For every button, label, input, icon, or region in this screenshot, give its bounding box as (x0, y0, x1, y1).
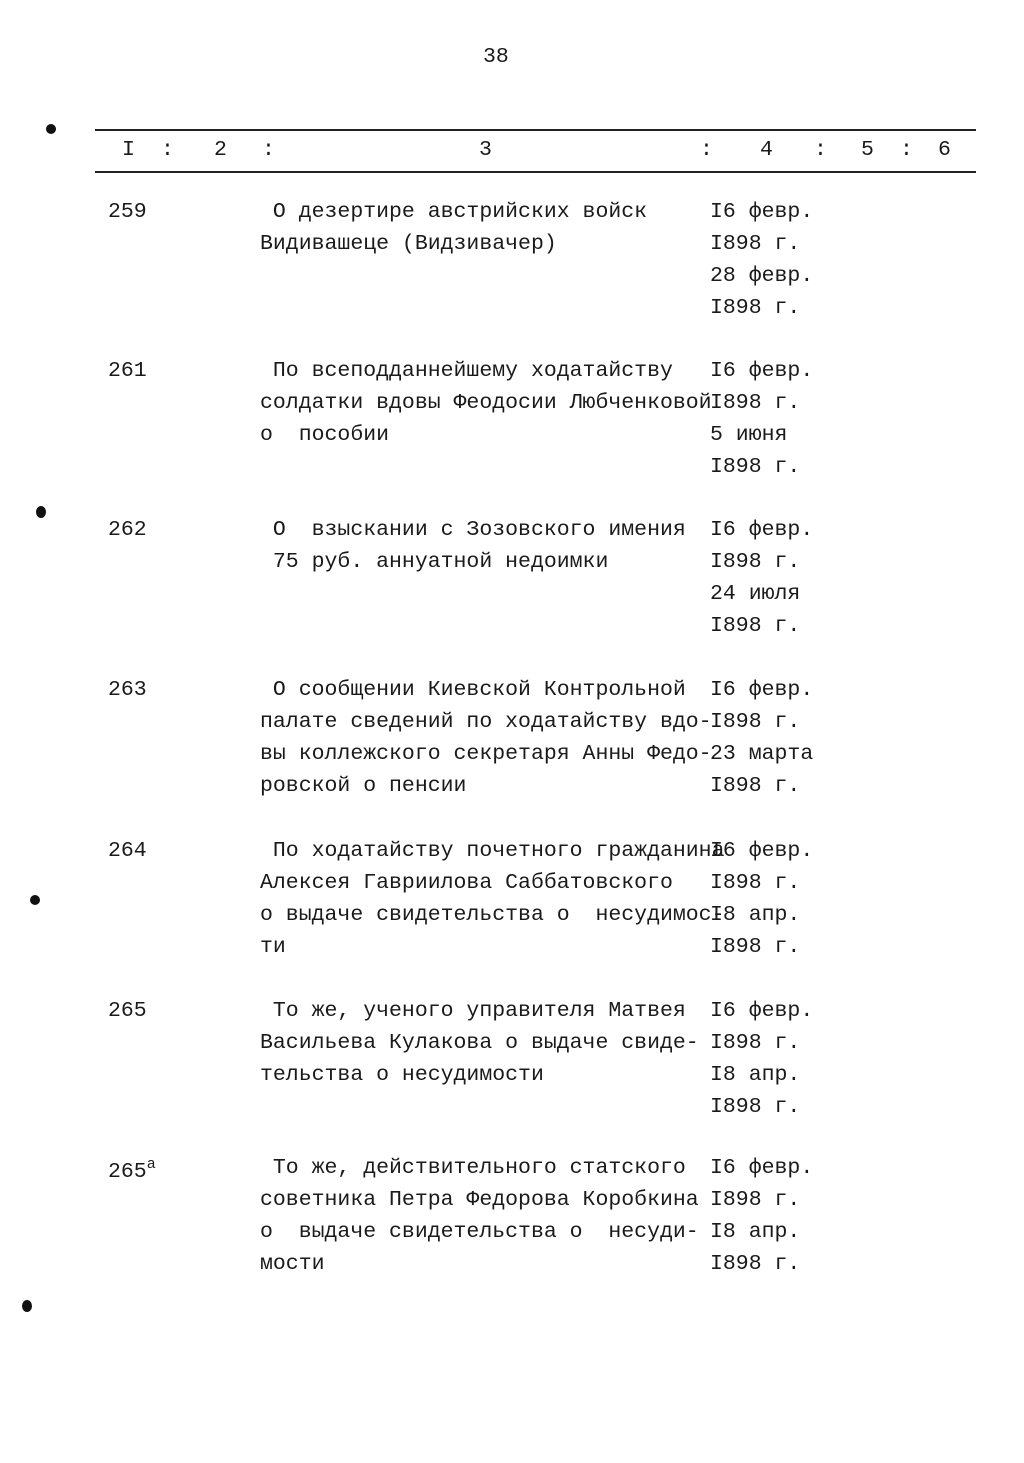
entry-description: о выдаче свидетельства о несуди- (260, 1220, 699, 1244)
entry-date: 24 июля (710, 582, 801, 606)
column-header-1: I (122, 138, 135, 162)
entry-line (0, 232, 1024, 264)
column-separator: : (161, 138, 174, 162)
entry-line (0, 710, 1024, 742)
entry-description: о пособии (260, 423, 390, 447)
column-header-5: 5 (861, 138, 874, 162)
entry-date: I6 февр. (710, 359, 814, 383)
entry-line (0, 391, 1024, 423)
column-header-6: 6 (938, 138, 951, 162)
entry-line (0, 1095, 1024, 1127)
entry-line (0, 1188, 1024, 1220)
column-header-4: 4 (760, 138, 773, 162)
entry-date: I898 г. (710, 1252, 801, 1276)
entry-date: I6 февр. (710, 200, 814, 224)
entry-line (0, 264, 1024, 296)
entry-description: Васильева Кулакова о выдаче свиде- (260, 1031, 699, 1055)
entry-date: I6 февр. (710, 839, 814, 863)
entry-description: О взыскании с Зозовского имения (260, 518, 686, 542)
entry-line (0, 1252, 1024, 1284)
column-header-2: 2 (214, 138, 227, 162)
entry-description: По ходатайству почетного гражданина (260, 839, 725, 863)
entry-line (0, 774, 1024, 806)
entry-description: Видивашеце (Видзивачер) (260, 232, 557, 256)
entry-number-suffix: а (146, 1156, 156, 1173)
entry-date: I6 февр. (710, 678, 814, 702)
entry-date: I6 февр. (710, 1156, 814, 1180)
column-separator: : (700, 138, 713, 162)
entry-line (0, 200, 1024, 232)
entry-number-value: 259 (108, 200, 147, 224)
entry-date: I898 г. (710, 1188, 801, 1212)
entry-date: 5 июня (710, 423, 788, 447)
entry-description: То же, действительного статского (260, 1156, 686, 1180)
entry-date: 23 марта (710, 742, 814, 766)
entry-description: мости (260, 1252, 325, 1276)
entry-line (0, 1156, 1024, 1188)
entry-line (0, 903, 1024, 935)
entry-date: I8 апр. (710, 1220, 801, 1244)
entry-line (0, 359, 1024, 391)
entry-description: То же, ученого управителя Матвея (260, 999, 686, 1023)
punch-hole-mark (46, 124, 56, 134)
column-separator: : (814, 138, 827, 162)
entry-number-value: 262 (108, 518, 147, 542)
punch-hole-mark (30, 895, 40, 905)
entry-description: тельства о несудимости (260, 1063, 544, 1087)
entry-line (0, 935, 1024, 967)
entry-date: I898 г. (710, 614, 801, 638)
entry-number-value: 264 (108, 839, 147, 863)
entry-description: О сообщении Киевской Контрольной (260, 678, 686, 702)
punch-hole-mark (22, 1300, 32, 1312)
entry-line (0, 839, 1024, 871)
entry-line (0, 518, 1024, 550)
entry-date: I898 г. (710, 391, 801, 415)
entry-line (0, 678, 1024, 710)
column-separator: : (262, 138, 275, 162)
entry-line (0, 296, 1024, 328)
entry-description: вы коллежского секретаря Анны Федо- (260, 742, 712, 766)
entry-description: ровской о пенсии (260, 774, 467, 798)
entry-date: I898 г. (710, 710, 801, 734)
entry-line (0, 1063, 1024, 1095)
entry-date: I898 г. (710, 1031, 801, 1055)
entry-line (0, 1220, 1024, 1252)
entry-description: ти (260, 935, 286, 959)
entry-description: советника Петра Федорова Коробкина (260, 1188, 699, 1212)
column-header-3: 3 (479, 138, 492, 162)
entry-date: 28 февр. (710, 264, 814, 288)
entry-line (0, 871, 1024, 903)
page-number: 38 (483, 45, 509, 69)
entry-line (0, 550, 1024, 582)
entry-description: 75 руб. аннуатной недоимки (260, 550, 609, 574)
entry-line (0, 999, 1024, 1031)
header-top-rule (95, 129, 976, 131)
entry-date: I8 апр. (710, 903, 801, 927)
entry-description: о выдаче свидетельства о несудимос- (260, 903, 725, 927)
entry-number-value: 263 (108, 678, 147, 702)
entry-description: солдатки вдовы Феодосии Любченковой (260, 391, 712, 415)
entry-date: I898 г. (710, 296, 801, 320)
header-bottom-rule (95, 171, 976, 173)
entry-date: I898 г. (710, 455, 801, 479)
entry-description: По всеподданнейшему ходатайству (260, 359, 673, 383)
entry-date: I898 г. (710, 935, 801, 959)
entry-date: I8 апр. (710, 1063, 801, 1087)
entry-date: I6 февр. (710, 999, 814, 1023)
entry-date: I898 г. (710, 550, 801, 574)
entry-date: I898 г. (710, 232, 801, 256)
punch-hole-mark (36, 506, 46, 518)
entry-line (0, 614, 1024, 646)
entry-line (0, 582, 1024, 614)
entry-line (0, 423, 1024, 455)
entry-line (0, 742, 1024, 774)
entry-date: I898 г. (710, 1095, 801, 1119)
entry-number-value: 265 (108, 999, 147, 1023)
entry-description: О дезертире австрийских войск (260, 200, 648, 224)
entry-number-value: 261 (108, 359, 147, 383)
entry-description: палате сведений по ходатайству вдо- (260, 710, 712, 734)
entry-date: I6 февр. (710, 518, 814, 542)
entry-date: I898 г. (710, 774, 801, 798)
entry-description: Алексея Гавриилова Саббатовского (260, 871, 673, 895)
entry-date: I898 г. (710, 871, 801, 895)
entry-number-value: 265 (108, 1160, 147, 1184)
entry-line (0, 1031, 1024, 1063)
column-separator: : (900, 138, 913, 162)
entry-line (0, 455, 1024, 487)
